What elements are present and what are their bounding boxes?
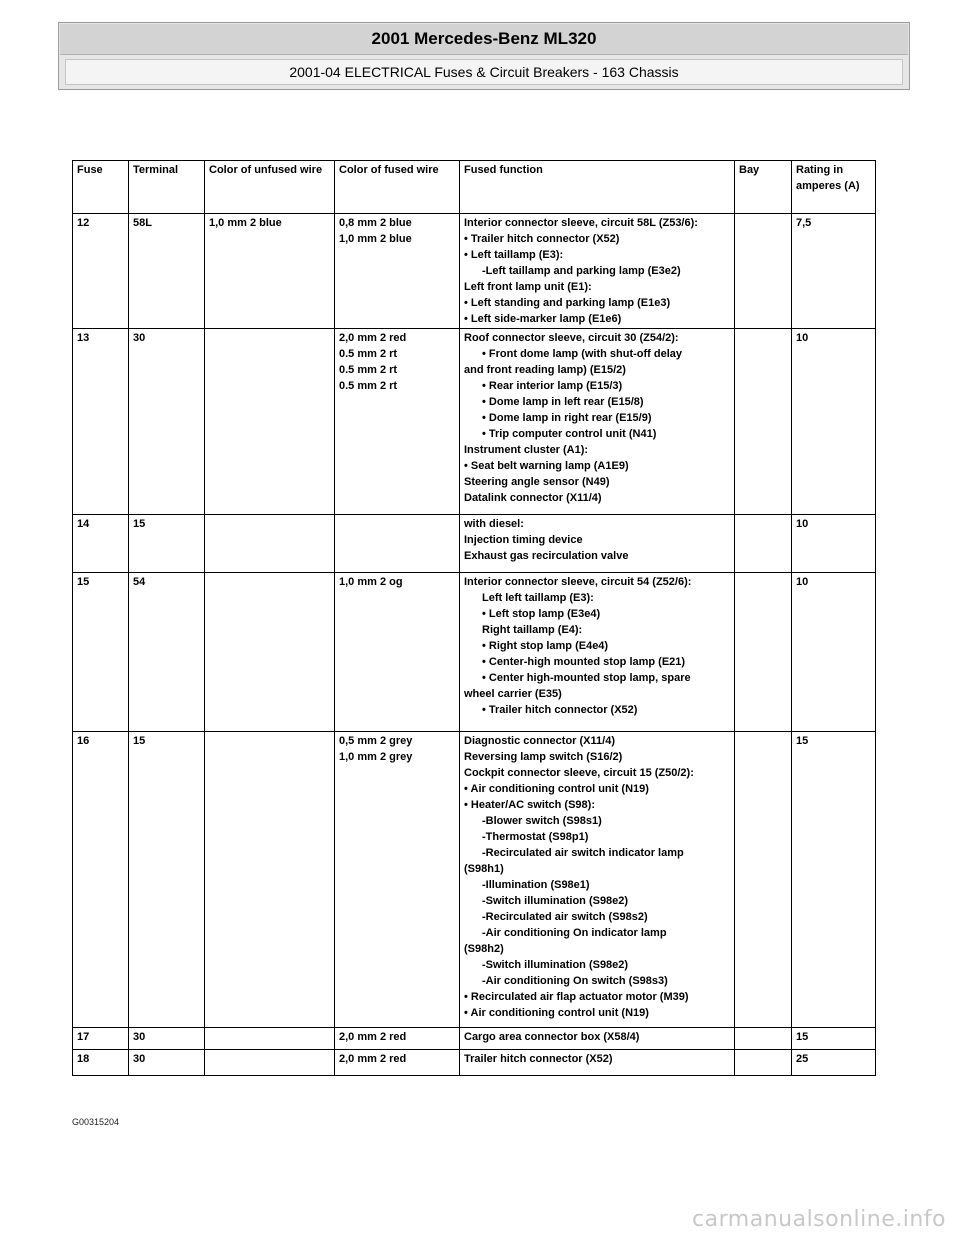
fused-function-cell bbox=[460, 732, 735, 1028]
unfused-wire-cell bbox=[205, 515, 335, 573]
function-line: -Recirculated air switch (S98s2) bbox=[482, 911, 648, 923]
fused-wire-cell bbox=[335, 1050, 460, 1076]
fuse-number-cell: 15 bbox=[73, 573, 129, 732]
fused-function-cell bbox=[460, 1050, 735, 1076]
bay-cell bbox=[735, 732, 792, 1028]
function-line: Injection timing device bbox=[464, 534, 583, 546]
function-line: wheel carrier (E35) bbox=[464, 688, 562, 700]
unfused-wire-cell bbox=[205, 732, 335, 1028]
function-line: • Trip computer control unit (N41) bbox=[482, 428, 657, 440]
function-line: Left left taillamp (E3): bbox=[482, 592, 594, 604]
rating-cell: 10 bbox=[792, 573, 876, 732]
fused-wire-line: 0,5 mm 2 grey bbox=[339, 735, 413, 747]
function-line: Diagnostic connector (X11/4) bbox=[464, 735, 615, 747]
function-line: • Trailer hitch connector (X52) bbox=[482, 704, 638, 716]
fuse-number-cell: 14 bbox=[73, 515, 129, 573]
table-row bbox=[73, 732, 876, 1028]
column-header: Terminal bbox=[129, 161, 205, 214]
terminal-cell: 30 bbox=[129, 1050, 205, 1076]
function-line: -Illumination (S98e1) bbox=[482, 879, 590, 891]
column-header: Color of fused wire bbox=[335, 161, 460, 214]
fused-wire-line: 1,0 mm 2 grey bbox=[339, 751, 413, 763]
fused-wire-line: 1,0 mm 2 blue bbox=[339, 233, 412, 245]
column-header: Fused function bbox=[460, 161, 735, 214]
fused-wire-line: 0.5 mm 2 rt bbox=[339, 364, 398, 376]
unfused-wire-cell bbox=[205, 1050, 335, 1076]
document-header bbox=[58, 22, 910, 90]
unfused-wire-cell bbox=[205, 329, 335, 515]
function-line: • Right stop lamp (E4e4) bbox=[482, 640, 609, 652]
terminal-cell: 58L bbox=[129, 214, 205, 329]
function-line: -Air conditioning On indicator lamp bbox=[482, 927, 667, 939]
fused-wire-cell bbox=[335, 214, 460, 329]
table-row bbox=[73, 214, 876, 329]
terminal-cell: 15 bbox=[129, 515, 205, 573]
function-line: (S98h1) bbox=[464, 863, 504, 875]
table-row bbox=[73, 1050, 876, 1076]
function-line: • Dome lamp in left rear (E15/8) bbox=[482, 396, 644, 408]
rating-cell: 25 bbox=[792, 1050, 876, 1076]
function-line: Left front lamp unit (E1): bbox=[464, 281, 592, 293]
function-line: -Recirculated air switch indicator lamp bbox=[482, 847, 684, 859]
function-line: Trailer hitch connector (X52) bbox=[464, 1053, 613, 1065]
function-line: • Air conditioning control unit (N19) bbox=[464, 1007, 649, 1019]
fused-wire-line: 0.5 mm 2 rt bbox=[339, 380, 398, 392]
fuse-number-cell: 12 bbox=[73, 214, 129, 329]
fused-wire-line: 2,0 mm 2 red bbox=[339, 332, 407, 344]
function-line: Reversing lamp switch (S16/2) bbox=[464, 751, 623, 763]
table-row bbox=[73, 573, 876, 732]
fused-function-cell bbox=[460, 573, 735, 732]
function-line: • Left standing and parking lamp (E1e3) bbox=[464, 297, 671, 309]
function-line: Roof connector sleeve, circuit 30 (Z54/2): bbox=[464, 332, 679, 344]
fused-wire-line: 1,0 mm 2 og bbox=[339, 576, 403, 588]
function-line: Cargo area connector box (X58/4) bbox=[464, 1031, 640, 1043]
fused-wire-cell bbox=[335, 329, 460, 515]
bay-cell bbox=[735, 573, 792, 732]
bay-cell bbox=[735, 1050, 792, 1076]
rating-cell: 15 bbox=[792, 1028, 876, 1050]
fused-function-cell bbox=[460, 214, 735, 329]
function-line: • Air conditioning control unit (N19) bbox=[464, 783, 649, 795]
fuse-number-cell: 13 bbox=[73, 329, 129, 515]
function-line: • Left side-marker lamp (E1e6) bbox=[464, 313, 622, 325]
bay-cell bbox=[735, 515, 792, 573]
function-line: Datalink connector (X11/4) bbox=[464, 492, 602, 504]
function-line: • Left taillamp (E3): bbox=[464, 249, 564, 261]
function-line: with diesel: bbox=[464, 518, 524, 530]
watermark: carmanualsonline.info bbox=[692, 1207, 946, 1232]
fused-wire-line: 0.5 mm 2 rt bbox=[339, 348, 398, 360]
function-line: • Dome lamp in right rear (E15/9) bbox=[482, 412, 652, 424]
rating-cell: 10 bbox=[792, 515, 876, 573]
function-line: • Left stop lamp (E3e4) bbox=[482, 608, 601, 620]
fuse-number-cell: 16 bbox=[73, 732, 129, 1028]
function-line: (S98h2) bbox=[464, 943, 504, 955]
function-line: -Switch illumination (S98e2) bbox=[482, 959, 629, 971]
document-title: 2001 Mercedes-Benz ML320 bbox=[60, 24, 908, 55]
function-line: • Center-high mounted stop lamp (E21) bbox=[482, 656, 686, 668]
table-header-row bbox=[73, 161, 876, 214]
rating-cell: 15 bbox=[792, 732, 876, 1028]
fuse-table-body bbox=[73, 214, 876, 1076]
fuse-table bbox=[72, 160, 876, 1076]
function-line: Instrument cluster (A1): bbox=[464, 444, 589, 456]
function-line: • Seat belt warning lamp (A1E9) bbox=[464, 460, 629, 472]
fused-wire-cell bbox=[335, 573, 460, 732]
fused-function-cell bbox=[460, 515, 735, 573]
function-line: Exhaust gas recirculation valve bbox=[464, 550, 629, 562]
function-line: -Left taillamp and parking lamp (E3e2) bbox=[482, 265, 681, 277]
bay-cell bbox=[735, 214, 792, 329]
function-line: Cockpit connector sleeve, circuit 15 (Z50/2): bbox=[464, 767, 694, 779]
function-line: • Trailer hitch connector (X52) bbox=[464, 233, 620, 245]
fused-function-cell bbox=[460, 1028, 735, 1050]
rating-cell: 10 bbox=[792, 329, 876, 515]
column-header: Rating in amperes (A) bbox=[792, 161, 876, 214]
function-line: • Heater/AC switch (S98): bbox=[464, 799, 595, 811]
function-line: and front reading lamp) (E15/2) bbox=[464, 364, 626, 376]
fused-wire-line: 2,0 mm 2 red bbox=[339, 1031, 407, 1043]
function-line: Interior connector sleeve, circuit 58L (Z53/6): bbox=[464, 217, 698, 229]
terminal-cell: 30 bbox=[129, 1028, 205, 1050]
column-header: Bay bbox=[735, 161, 792, 214]
fuse-number-cell: 17 bbox=[73, 1028, 129, 1050]
function-line: • Center high-mounted stop lamp, spare bbox=[482, 672, 691, 684]
function-line: • Rear interior lamp (E15/3) bbox=[482, 380, 623, 392]
fused-wire-cell bbox=[335, 515, 460, 573]
terminal-cell: 54 bbox=[129, 573, 205, 732]
function-line: • Front dome lamp (with shut-off delay bbox=[482, 348, 683, 360]
document-subtitle: 2001-04 ELECTRICAL Fuses & Circuit Breakers - 163 Chassis bbox=[65, 59, 903, 85]
unfused-wire-cell bbox=[205, 573, 335, 732]
unfused-wire-cell bbox=[205, 1028, 335, 1050]
terminal-cell: 30 bbox=[129, 329, 205, 515]
fused-wire-cell bbox=[335, 732, 460, 1028]
column-header: Fuse bbox=[73, 161, 129, 214]
fused-wire-line: 0,8 mm 2 blue bbox=[339, 217, 412, 229]
fused-function-cell bbox=[460, 329, 735, 515]
fuse-number-cell: 18 bbox=[73, 1050, 129, 1076]
fused-wire-line: 2,0 mm 2 red bbox=[339, 1053, 407, 1065]
table-row bbox=[73, 1028, 876, 1050]
function-line: Right taillamp (E4): bbox=[482, 624, 583, 636]
table-row bbox=[73, 329, 876, 515]
function-line: Interior connector sleeve, circuit 54 (Z52/6): bbox=[464, 576, 692, 588]
bay-cell bbox=[735, 329, 792, 515]
fused-wire-cell bbox=[335, 1028, 460, 1050]
function-line: -Blower switch (S98s1) bbox=[482, 815, 602, 827]
function-line: -Switch illumination (S98e2) bbox=[482, 895, 629, 907]
figure-caption: G00315204 bbox=[72, 1117, 120, 1127]
function-line: • Recirculated air flap actuator motor (M39) bbox=[464, 991, 689, 1003]
function-line: Steering angle sensor (N49) bbox=[464, 476, 610, 488]
rating-cell: 7,5 bbox=[792, 214, 876, 329]
function-line: -Thermostat (S98p1) bbox=[482, 831, 589, 843]
function-line: -Air conditioning On switch (S98s3) bbox=[482, 975, 668, 987]
terminal-cell: 15 bbox=[129, 732, 205, 1028]
table-row bbox=[73, 515, 876, 573]
column-header: Color of unfused wire bbox=[205, 161, 335, 214]
bay-cell bbox=[735, 1028, 792, 1050]
unfused-wire-cell: 1,0 mm 2 blue bbox=[205, 214, 335, 329]
